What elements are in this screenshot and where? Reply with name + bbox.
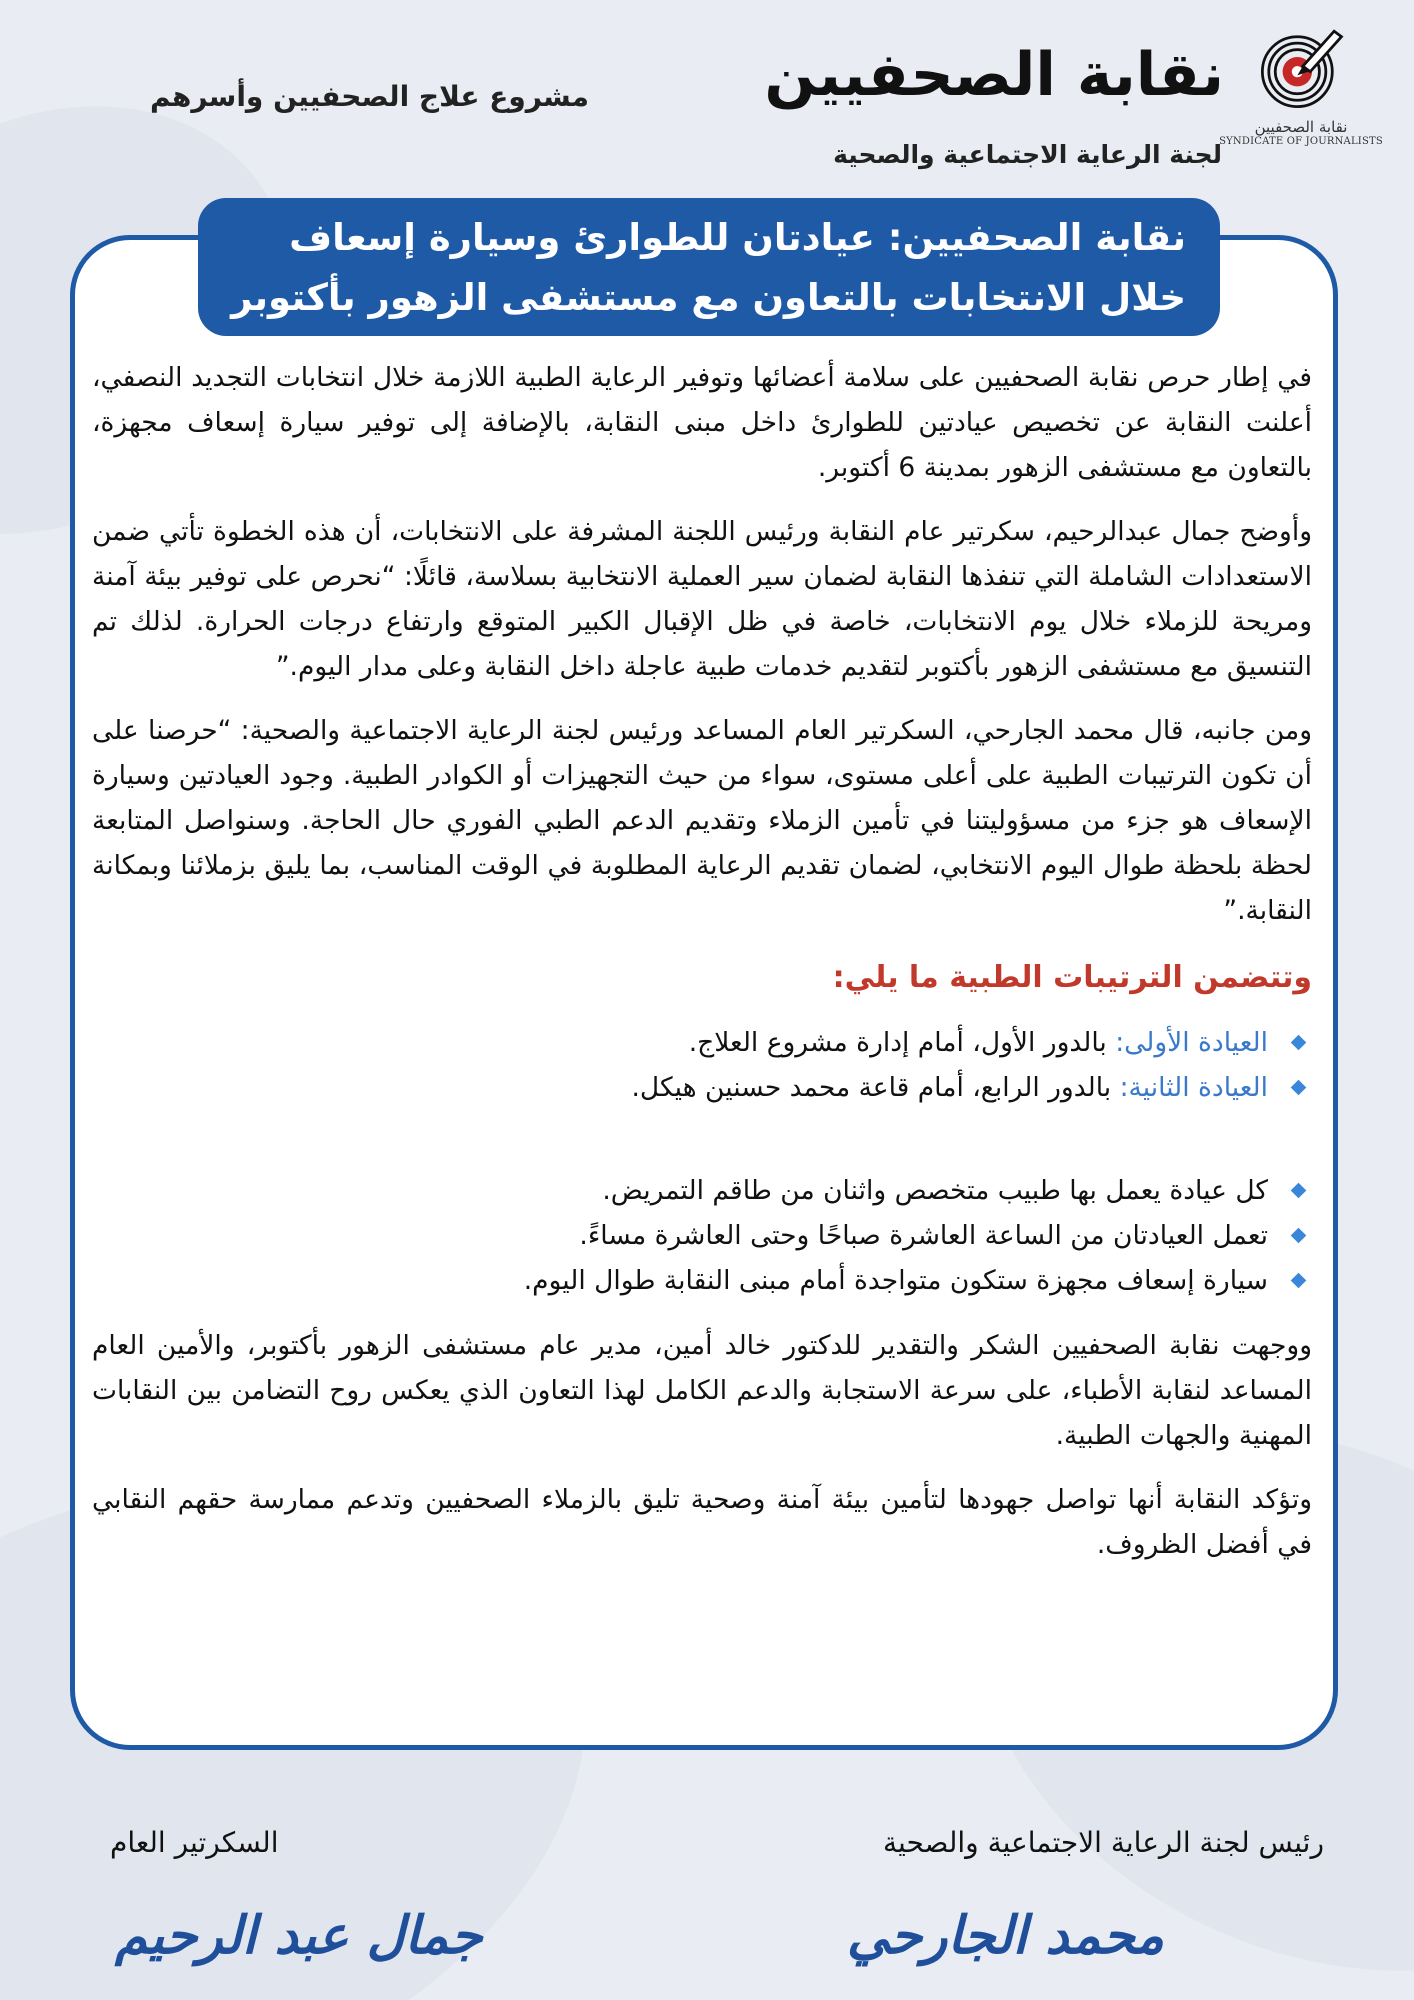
list-item — [92, 1020, 1268, 1065]
list-item — [92, 1065, 1268, 1110]
note-text: كل عيادة يعمل بها طبيب متخصص واثنان من طاقم التمريض. — [602, 1175, 1268, 1206]
paragraph-closing: وتؤكد النقابة أنها تواصل جهودها لتأمين بيئة آمنة وصحية تليق بالزملاء الصحفيين وتدعم ممارسة حقهم النقابي في أفضل الظروف. — [92, 1484, 1312, 1560]
list-item — [92, 1213, 1268, 1258]
paragraph-secretary-quote: وأوضح جمال عبدالرحيم، سكرتير عام النقابة ورئيس اللجنة المشرفة على الانتخابات، أن هذه الخطوة تأتي ضمن الاستعدادات الشاملة التي تنفذها النقابة لضمان سير العملية الانتخابية بسلاسة، قائلًا: “نحرص على توفير بيئة آمنة ومريحة للزملاء خلال يوم الانتخابات، خاصة في ظل الإقبال الكبير المتوقع وارتفاع درجات الحرارة. لذلك تم التنسيق مع مستشفى الزهور بأكتوبر لتقديم خدمات طبية عاجلة داخل النقابة وعلى مدار اليوم.” — [92, 516, 1312, 682]
clinic-name: العيادة الثانية: — [1119, 1072, 1268, 1103]
project-name: مشروع علاج الصحفيين وأسرهم — [150, 80, 590, 113]
committee-name: لجنة الرعاية الاجتماعية والصحية — [833, 140, 1222, 169]
note-text: تعمل العيادتان من الساعة العاشرة صباحًا وحتى العاشرة مساءً. — [579, 1220, 1268, 1251]
paragraph-thanks: ووجهت نقابة الصحفيين الشكر والتقدير للدكتور خالد أمين، مدير عام مستشفى الزهور بأكتوبر، والأمين العام المساعد لنقابة الأطباء، على سرعة الاستجابة والدعم الكامل لهذا التعاون الذي يعكس روح التضامن بين النقابات المهنية والجهات الطبية. — [92, 1330, 1312, 1451]
title-banner — [198, 198, 1220, 336]
clinic-location: بالدور الرابع، أمام قاعة محمد حسنين هيكل. — [631, 1072, 1120, 1103]
list-item — [92, 1168, 1268, 1213]
secretary-general-title: السكرتير العام — [110, 1826, 279, 1859]
organization-name: نقابة الصحفيين — [764, 40, 1224, 110]
diamond-bullet-icon — [1291, 1273, 1307, 1289]
syndicate-logo — [1219, 22, 1383, 172]
diamond-bullet-icon — [1291, 1183, 1307, 1199]
clinic-name: العيادة الأولى: — [1115, 1027, 1268, 1058]
diamond-bullet-icon — [1291, 1035, 1307, 1051]
paragraph-committee-quote: ومن جانبه، قال محمد الجارحي، السكرتير العام المساعد ورئيس لجنة الرعاية الاجتماعية والصحية: “حرصنا على أن تكون الترتيبات الطبية على أعلى مستوى، سواء من حيث التجهيزات أو الكوادر الطبية. وجود العيادتين وسيارة الإسعاف هو جزء من مسؤوليتنا في تأمين الزملاء وتقديم الدعم الطبي الفوري حال الحاجة. وسنواصل المتابعة لحظة بلحظة طوال اليوم الانتخابي، لضمان تقديم الرعاية المطلوبة في الوقت المناسب، بما يليق بزملائنا وبمكانة النقابة.” — [92, 715, 1312, 926]
paragraph-intro: في إطار حرص نقابة الصحفيين على سلامة أعضائها وتوفير الرعاية الطبية اللازمة خلال انتخابات التجديد النصفي، أعلنت النقابة عن تخصيص عيادتين للطوارئ داخل مبنى النقابة، بالإضافة إلى توفير سيارة إسعاف مجهزة، بالتعاون مع مستشفى الزهور بمدينة 6 أكتوبر. — [92, 362, 1312, 483]
logo-caption-arabic: نقابة الصحفيين — [1254, 118, 1348, 136]
logo-caption-english: SYNDICATE OF JOURNALISTS — [1219, 136, 1383, 147]
secretary-general-signature: جمال عبد الرحيم — [115, 1905, 483, 1966]
list-item — [92, 1258, 1268, 1303]
committee-head-signature: محمد الجارحي — [846, 1905, 1164, 1966]
note-text: سيارة إسعاف مجهزة ستكون متواجدة أمام مبنى النقابة طوال اليوم. — [523, 1265, 1268, 1296]
arrangement-notes-list — [92, 1168, 1312, 1303]
diamond-bullet-icon — [1291, 1228, 1307, 1244]
arrangements-heading: وتتضمن الترتيبات الطبية ما يلي: — [832, 960, 1312, 995]
statement-body — [92, 355, 1312, 1586]
letterhead — [0, 0, 1414, 190]
diamond-bullet-icon — [1291, 1080, 1307, 1096]
clinic-location: بالدور الأول، أمام إدارة مشروع العلاج. — [688, 1027, 1116, 1058]
pen-target-logo-icon — [1255, 22, 1347, 114]
title-line-2: خلال الانتخابات بالتعاون مع مستشفى الزهور بأكتوبر — [231, 276, 1186, 319]
clinics-list — [92, 1020, 1312, 1110]
spacer — [92, 1130, 1312, 1168]
title-line-1: نقابة الصحفيين: عيادتان للطوارئ وسيارة إسعاف — [289, 216, 1186, 259]
committee-head-title: رئيس لجنة الرعاية الاجتماعية والصحية — [883, 1826, 1324, 1859]
